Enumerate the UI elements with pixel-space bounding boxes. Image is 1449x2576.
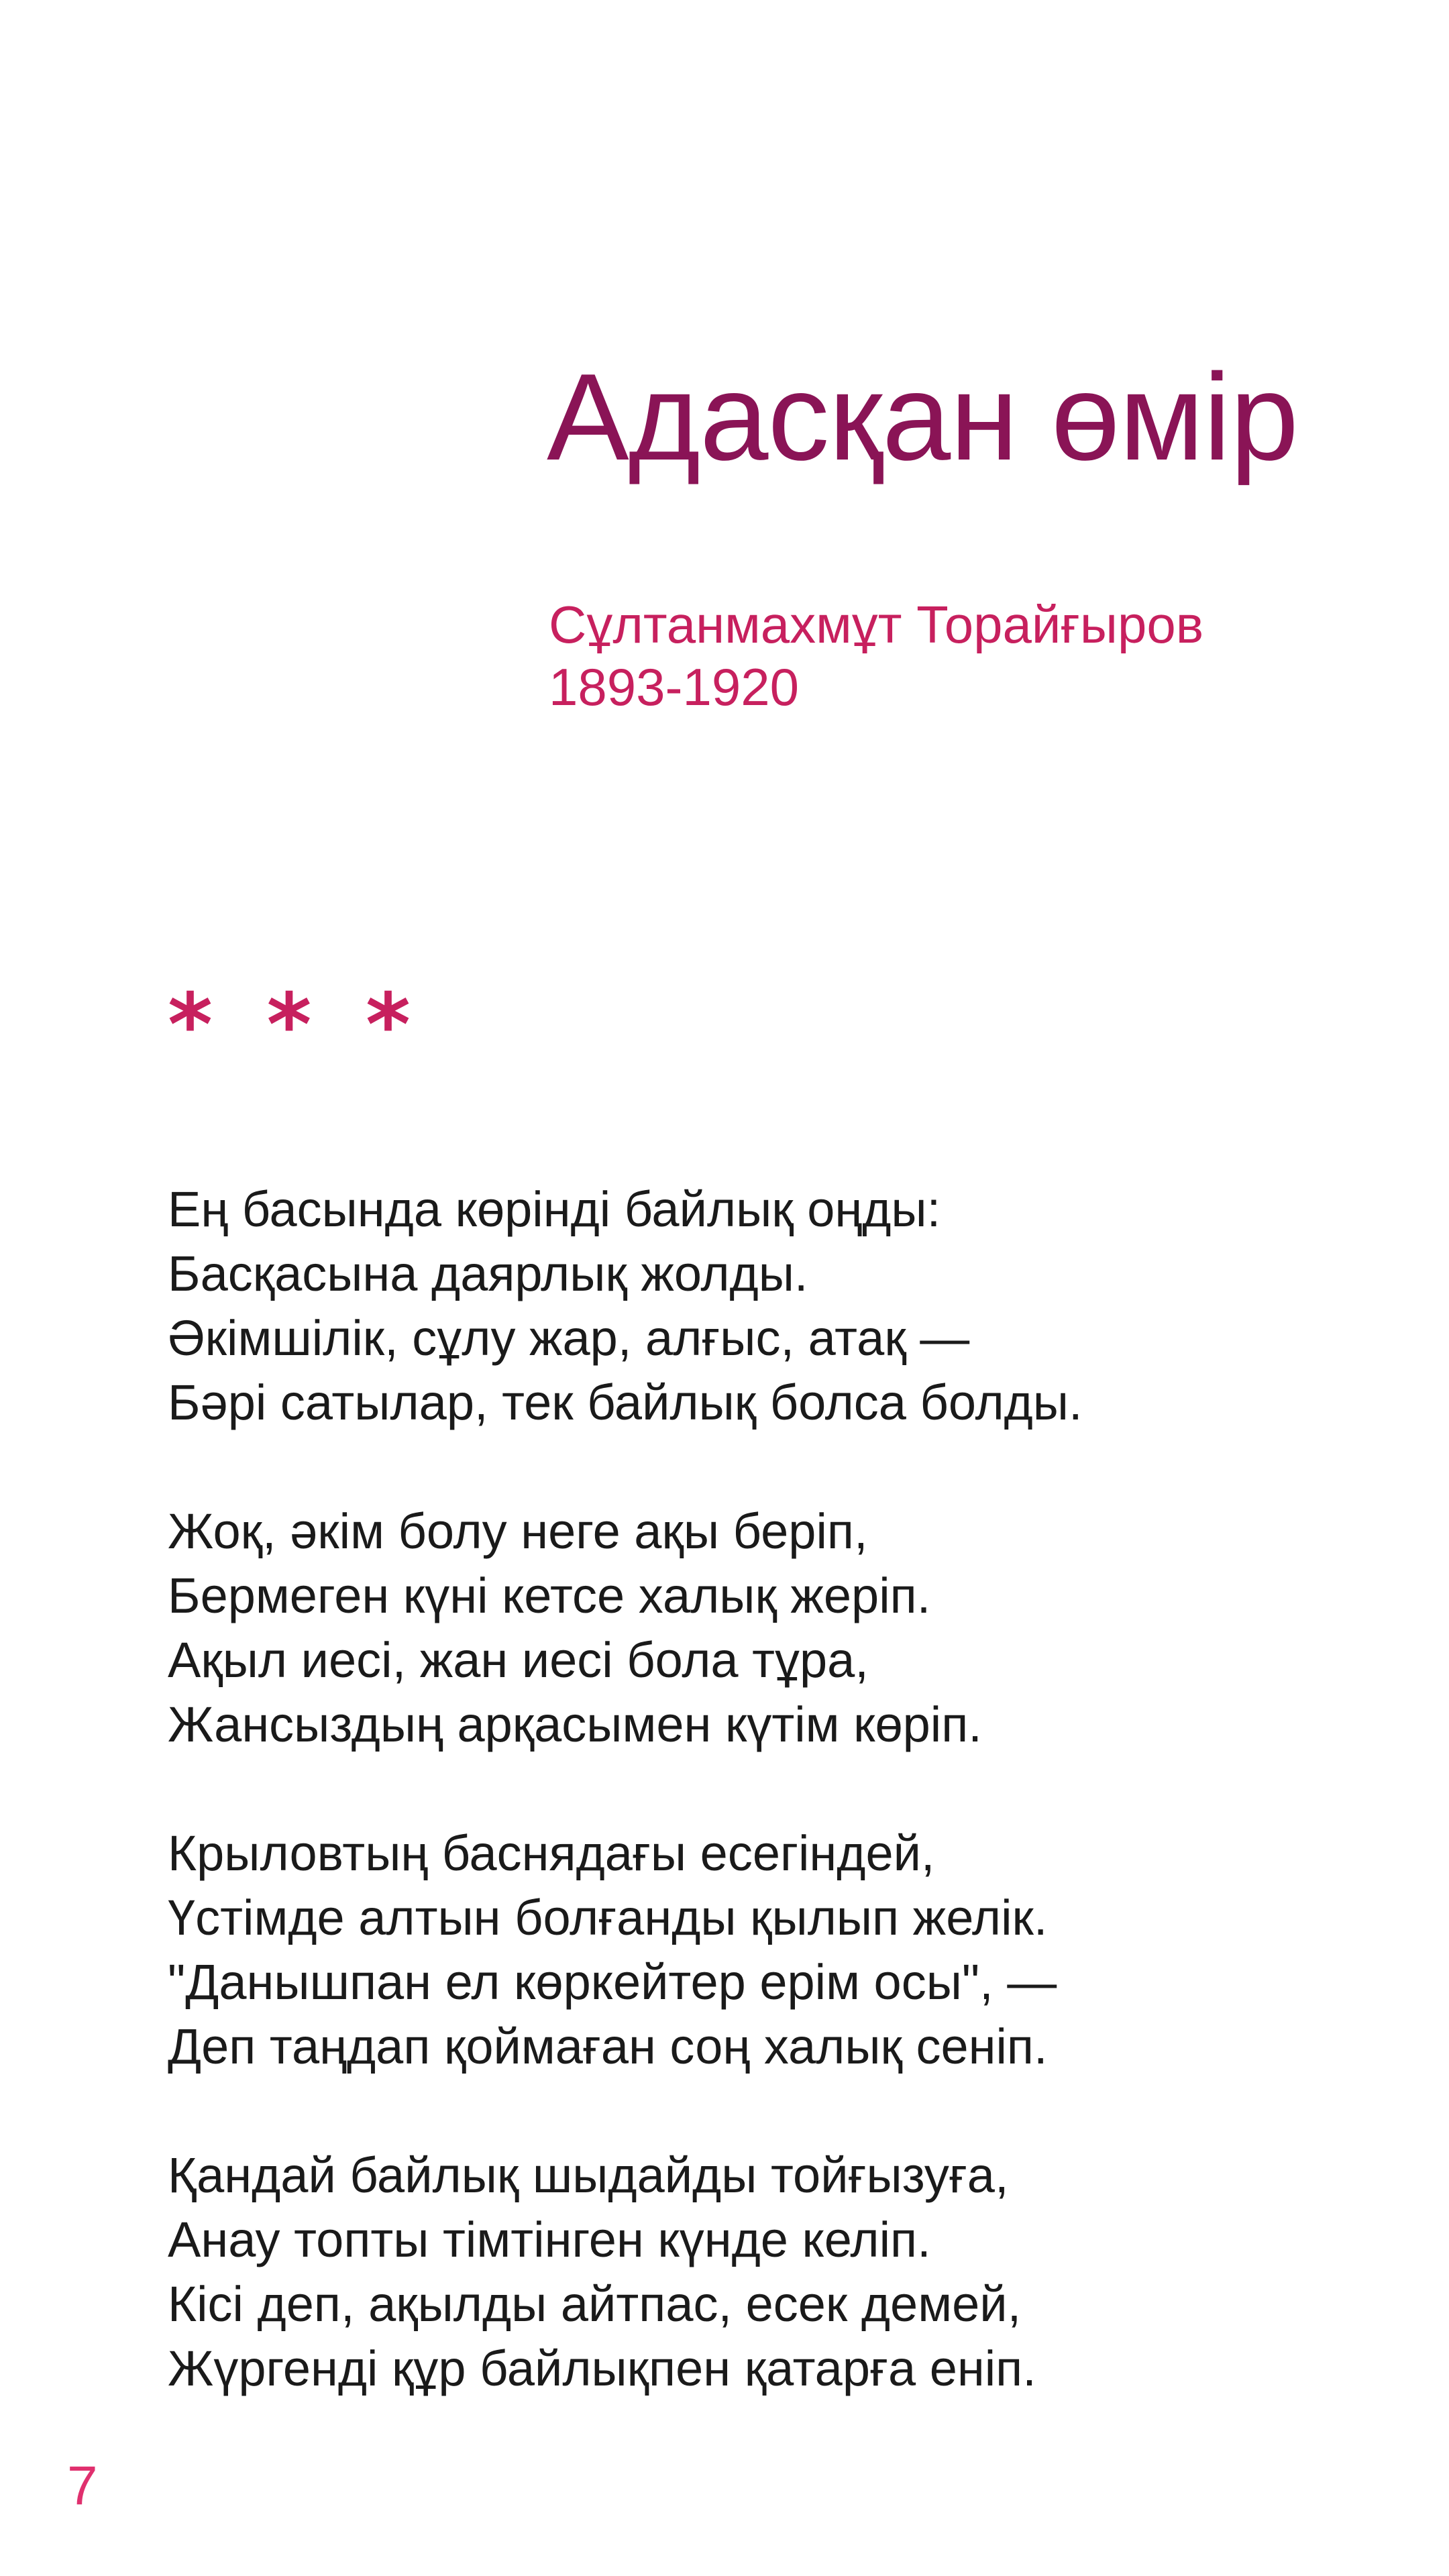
poem-line: Жоқ, әкім болу неге ақы беріп, xyxy=(168,1503,868,1559)
poem-line: Ақыл иесі, жан иесі бола тұра, xyxy=(168,1632,869,1688)
poem-line: Ең басында көрінді байлық оңды: xyxy=(168,1181,941,1237)
poem-line: Үстімде алтын болғанды қылып желік. xyxy=(168,1890,1048,1945)
poem-title: Адасқан өмір xyxy=(547,347,1299,486)
stanza xyxy=(168,2143,1308,2401)
poem-line: Крыловтың баснядағы есегіндей, xyxy=(168,1825,935,1881)
poem-body xyxy=(168,1177,1308,2401)
poem-line: Жансыздың арқасымен күтім көріп. xyxy=(168,1697,982,1752)
page-number: 7 xyxy=(67,2455,98,2516)
stanza xyxy=(168,1821,1308,2079)
author-block xyxy=(549,594,1203,718)
poem-line: "Данышпан ел көркейтер ерім осы", — xyxy=(168,1954,1057,2010)
poem-line: Анау топты тімтінген күнде келіп. xyxy=(168,2212,931,2267)
stanza xyxy=(168,1177,1308,1435)
stanza xyxy=(168,1499,1308,1757)
author-name: Сұлтанмахмұт Торайғыров xyxy=(549,595,1204,654)
poem-line: Кісі деп, ақылды айтпас, есек демей, xyxy=(168,2276,1022,2332)
poem-line: Деп таңдап қоймаған соң халық сеніп. xyxy=(168,2019,1048,2074)
poem-line: Бермеген күні кетсе халық жеріп. xyxy=(168,1568,931,1623)
poem-line: Жүргенді құр байлықпен қатарға еніп. xyxy=(168,2341,1036,2396)
author-years: 1893-1920 xyxy=(549,657,800,716)
poem-line: Қандай байлық шыдайды тойғызуға, xyxy=(168,2147,1009,2203)
poem-line: Әкімшілік, сұлу жар, алғыс, атақ — xyxy=(168,1310,970,1366)
poem-line: Бәрі сатылар, тек байлық болса болды. xyxy=(168,1375,1083,1430)
stanza-separator: * * * xyxy=(168,975,423,1075)
poem-line: Басқасына даярлық жолды. xyxy=(168,1246,808,1301)
